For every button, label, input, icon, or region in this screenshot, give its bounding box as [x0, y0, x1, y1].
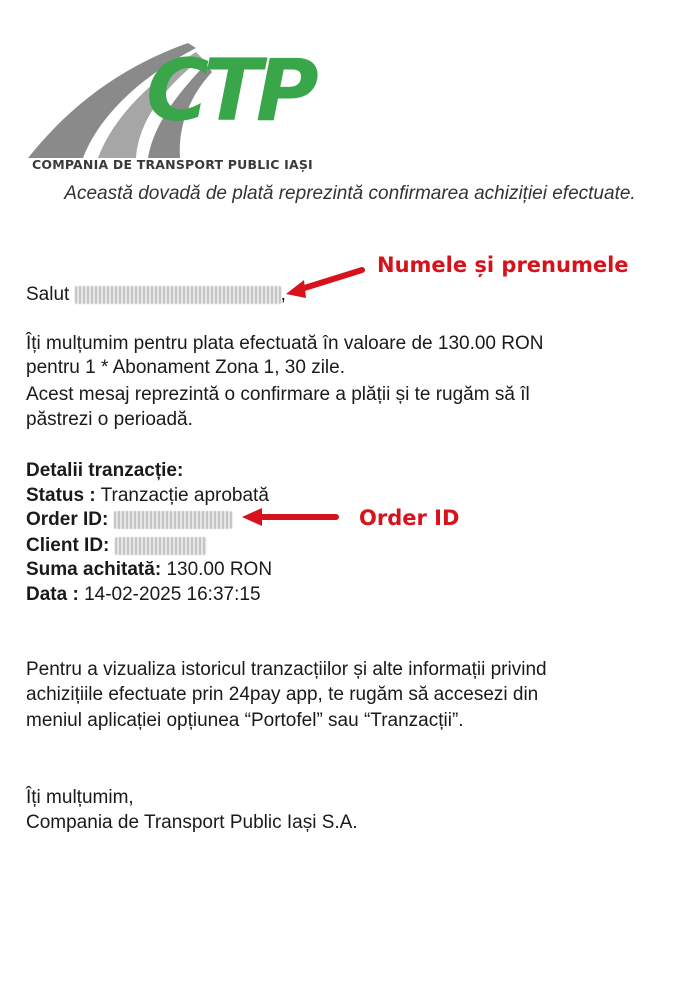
- date-row: [26, 583, 261, 607]
- annotation-arrow-name: [284, 266, 364, 300]
- signoff-line-2: Compania de Transport Public Iași S.A.: [26, 812, 358, 833]
- amount-label: Suma achitată:: [26, 559, 162, 580]
- annotation-order: Order ID: [359, 506, 460, 530]
- redacted-client-id: [115, 537, 207, 555]
- date-label: Data :: [26, 584, 79, 605]
- intro-text: Această dovadă de plată reprezintă confirmarea achiziției efectuate.: [64, 183, 636, 204]
- thanks-line-1: Îți mulțumim pentru plata efectuată în valoare de 130.00 RON: [26, 333, 544, 354]
- amount-value: 130.00 RON: [166, 559, 273, 580]
- amount-row: [26, 558, 272, 582]
- order-label: Order ID:: [26, 509, 109, 530]
- signoff-line-1: Îți mulțumim,: [26, 787, 134, 808]
- annotation-name: Numele și prenumele: [377, 253, 629, 277]
- history-line-2: achizițiile efectuate prin 24pay app, te rugăm să accesezi din: [26, 684, 539, 705]
- status-label: Status :: [26, 485, 96, 506]
- thanks-line-2: pentru 1 * Abonament Zona 1, 30 zile.: [26, 357, 345, 378]
- greeting: [26, 283, 286, 307]
- greeting-prefix: Salut: [26, 284, 70, 305]
- logo-caption: COMPANIA DE TRANSPORT PUBLIC IAȘI: [32, 157, 313, 172]
- greeting-suffix: ,: [280, 284, 286, 305]
- client-label: Client ID:: [26, 535, 110, 556]
- thanks-line-4: păstrezi o perioadă.: [26, 409, 193, 430]
- status-row: [26, 484, 269, 508]
- annotation-arrow-order: [240, 506, 340, 528]
- history-line-1: Pentru a vizualiza istoricul tranzacțiilor și alte informații privind: [26, 659, 547, 680]
- redacted-name: [75, 286, 281, 304]
- thanks-line-3: Acest mesaj reprezintă o confirmare a plății și te rugăm să îl: [26, 384, 530, 405]
- details-heading: Detalii tranzacție:: [26, 460, 184, 481]
- date-value: 14-02-2025 16:37:15: [84, 584, 261, 605]
- status-value: Tranzacție aprobată: [100, 485, 269, 506]
- client-row: [26, 534, 207, 558]
- history-line-3: meniul aplicației opțiunea “Portofel” sau “Tranzacții”.: [26, 710, 464, 731]
- redacted-order-id: [114, 511, 232, 529]
- logo-letters: CTP: [146, 41, 313, 141]
- order-row: [26, 508, 232, 532]
